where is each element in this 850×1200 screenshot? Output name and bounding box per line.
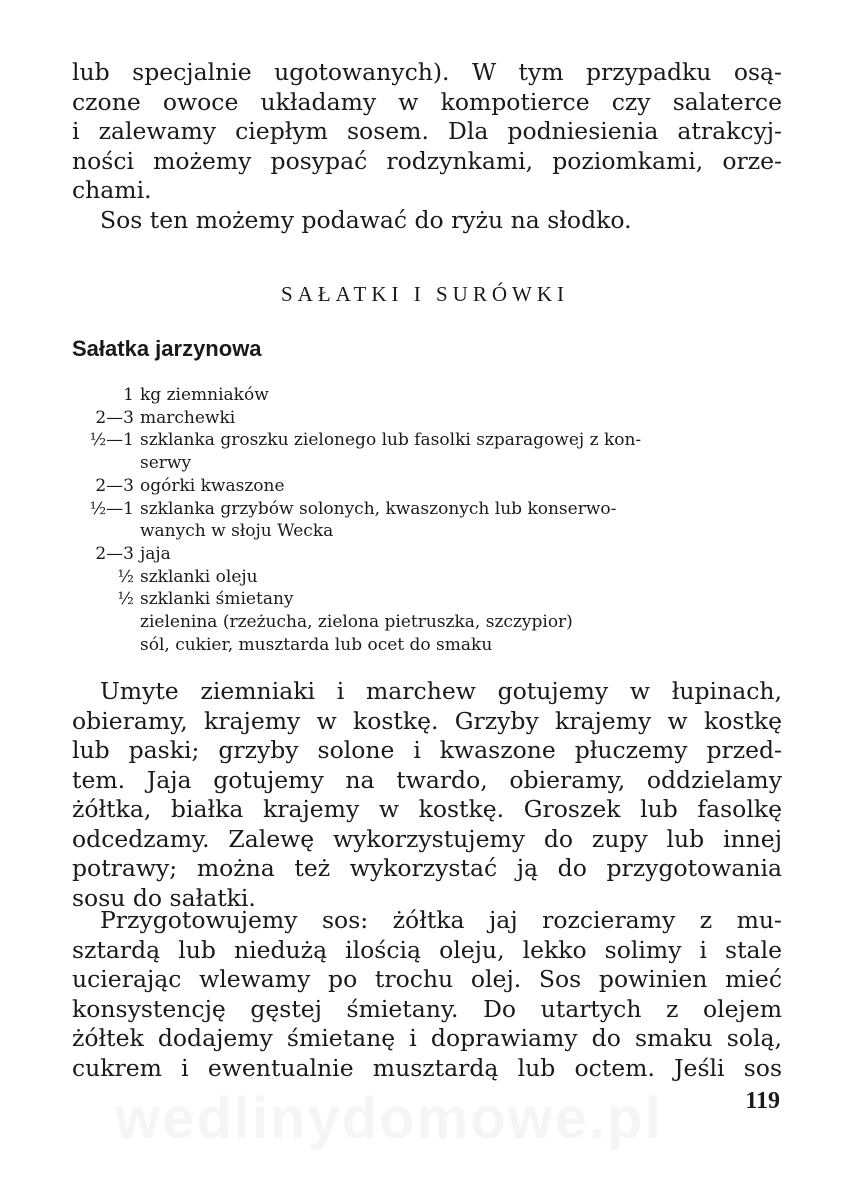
text-line: lub paski; grzyby solone i kwaszone płuczemy przed-	[72, 736, 782, 764]
ingredient-name: ogórki kwaszone	[140, 475, 285, 496]
text-line: ucierając wlewamy po trochu olej. Sos powinien mieć	[72, 965, 782, 993]
text-line: chami.	[72, 176, 152, 204]
method-paragraph-2	[72, 906, 782, 1083]
ingredient-quantity	[72, 611, 140, 634]
ingredient-quantity: 2—3	[95, 543, 134, 564]
ingredient-quantity: 2—3	[95, 475, 134, 496]
recipe-title: Sałatka jarzynowa	[72, 336, 262, 361]
ingredient-name: zielenina (rzeżucha, zielona pietruszka, szczypior)	[140, 612, 573, 633]
ingredient-quantity: ½—1	[89, 430, 134, 451]
method-paragraph-1	[72, 677, 782, 913]
ingredient-row	[72, 543, 787, 566]
ingredient-row	[72, 498, 787, 543]
ingredient-name-line: szklanka groszku zielonego lub fasolki szparagowej z kon-	[140, 430, 642, 451]
section-title: SAŁATKI I SURÓWKI	[281, 282, 569, 306]
text-line: i zalewamy ciepłym sosem. Dla podniesienia atrakcyj-	[72, 117, 782, 145]
ingredient-name: marchewki	[140, 407, 236, 428]
ingredient-name: kg ziemniaków	[140, 385, 269, 405]
ingredient-name-continuation: wanych w słoju Wecka	[140, 521, 334, 542]
ingredient-list	[72, 384, 787, 656]
ingredient-quantity: ½	[117, 589, 134, 610]
ingredient-name	[140, 429, 787, 474]
text-line: ności możemy posypać rodzynkami, poziomkami, orze-	[72, 146, 782, 175]
ingredient-row	[72, 475, 787, 498]
text-line: cukrem i ewentualnie musztardą lub octem. Jeśli sos	[72, 1053, 782, 1082]
ingredient-quantity	[72, 634, 140, 657]
ingredient-name-line: szklanka grzybów solonych, kwaszonych lub konserwo-	[140, 498, 617, 519]
text-line: Umyte ziemniaki i marchew gotujemy w łupinach,	[100, 677, 782, 705]
ingredient-row	[72, 407, 787, 430]
text-line: tem. Jaja gotujemy na twardo, obieramy, oddzielamy	[72, 765, 782, 794]
text-line: Sos ten możemy podawać do ryżu na słodko.	[100, 205, 632, 234]
ingredient-name	[140, 498, 787, 543]
text-line: Przygotowujemy sos: żółtka jaj rozcieramy z mu-	[100, 906, 782, 934]
ingredient-name: sól, cukier, musztarda lub ocet do smaku	[140, 634, 493, 655]
text-line: czone owoce układamy w kompotierce czy salaterce	[72, 87, 782, 116]
text-line: sztardą lub niedużą ilością oleju, lekko solimy i stale	[72, 935, 782, 964]
ingredient-quantity: ½	[117, 566, 134, 587]
text-line: sosu do sałatki.	[72, 883, 256, 912]
text-line: konsystencję gęstej śmietany. Do utartych z olejem	[72, 994, 782, 1023]
ingredient-name: szklanki oleju	[140, 566, 258, 587]
ingredient-row	[72, 429, 787, 474]
ingredient-name-continuation: serwy	[140, 453, 192, 474]
text-line: potrawy; można też wykorzystać ją do przygotowania	[72, 854, 782, 882]
page-number: 119	[745, 1088, 780, 1114]
ingredient-row	[72, 634, 787, 657]
text-line: żółtek dodajemy śmietanę i doprawiamy do smaku solą,	[72, 1024, 782, 1052]
ingredient-row	[72, 384, 787, 407]
text-line: żółtka, białka krajemy w kostkę. Groszek lub fasolkę	[72, 795, 782, 823]
ingredient-quantity: ½—1	[89, 498, 134, 519]
ingredient-name: jaja	[140, 543, 171, 564]
text-line: odcedzamy. Zalewę wykorzystujemy do zupy lub innej	[72, 824, 782, 853]
ingredient-row	[72, 611, 787, 634]
ingredient-row	[72, 566, 787, 589]
ingredient-quantity: 2—3	[95, 407, 134, 428]
watermark	[115, 1085, 663, 1152]
ingredient-row	[72, 588, 787, 611]
intro-paragraph	[72, 58, 782, 235]
ingredient-quantity: 1	[123, 385, 134, 405]
ingredient-name: szklanki śmietany	[140, 589, 294, 610]
text-line: lub specjalnie ugotowanych). W tym przypadku osą-	[72, 58, 782, 86]
text-line: obieramy, krajemy w kostkę. Grzyby krajemy w kostkę	[72, 706, 782, 735]
